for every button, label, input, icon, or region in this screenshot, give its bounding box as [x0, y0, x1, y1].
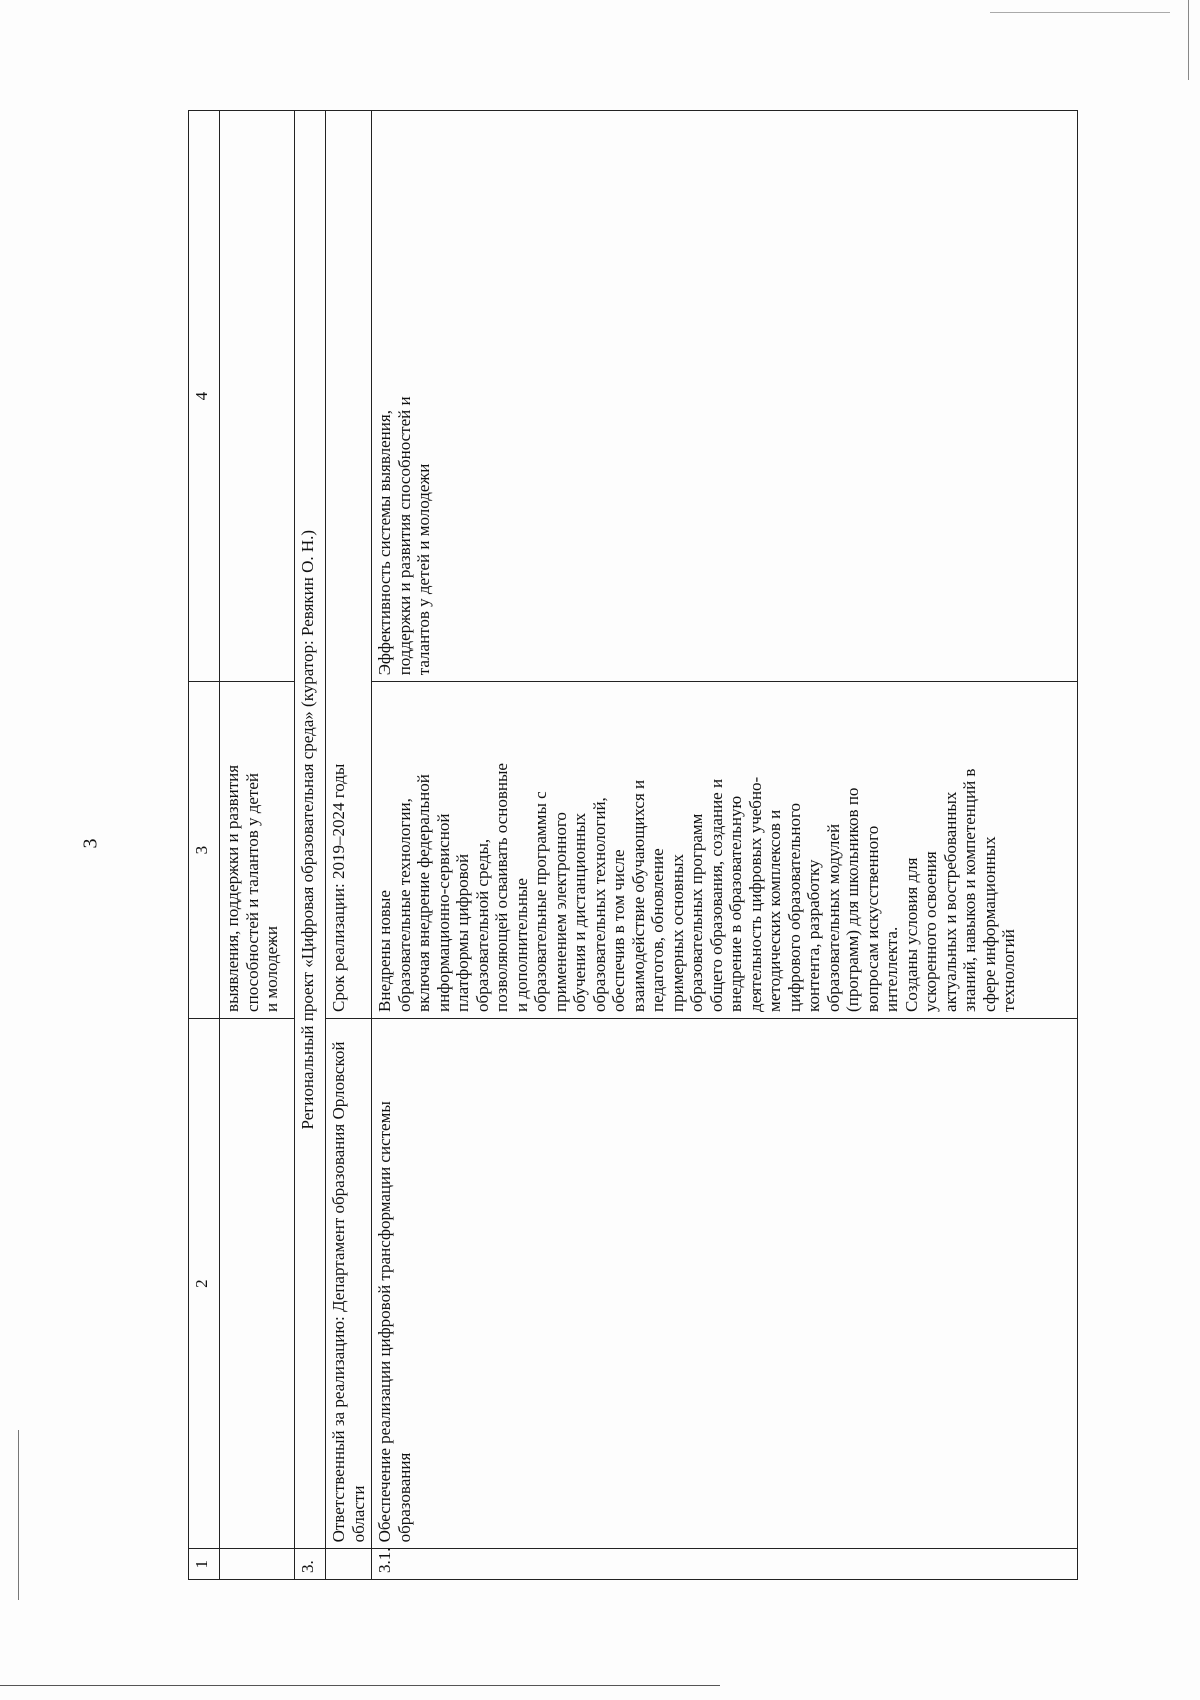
rotated-table-wrapper [188, 110, 1078, 1580]
term-text: Срок реализации: 2019–2024 годы [326, 111, 372, 1019]
effect-cell [372, 111, 1078, 682]
header-cell-3: 3 [189, 682, 220, 1019]
cont-cell-3 [220, 682, 295, 1019]
cont-cell-2 [220, 1018, 295, 1548]
program-table [188, 110, 1078, 1580]
section-title: Региональный проект «Цифровая образовательная среда» (куратор: Ревякин О. Н.) [295, 111, 326, 1549]
responsible-text: Ответственный за реализацию: Департамент образования Орловской области [326, 1018, 372, 1548]
section-number: 3. [295, 1549, 326, 1580]
cont-cell-4 [220, 111, 295, 682]
header-cell-4: 4 [189, 111, 220, 682]
header-cell-1: 1 [189, 1549, 220, 1580]
responsible-row [326, 111, 372, 1580]
section-row [295, 111, 326, 1580]
scan-artifact-line [1188, 0, 1189, 80]
results-cell [372, 682, 1078, 1019]
task-text: Обеспечение реализации цифровой трансформации системы образования [372, 1018, 1078, 1548]
table-header-row [189, 111, 220, 1580]
cont-cell-1 [220, 1549, 295, 1580]
scan-artifact-line [0, 1685, 720, 1686]
results-text: Внедрены новые образовательные технологии, включая внедрение федеральной информационно-сервисной платформы цифровой образовательной среды, позволяющей осваивать основные и дополнительные образовательные программы с применением электронного обучения и дистанционных образовательных технологий, обеспечив в том числе взаимодействие обучающихся и педагогов, обновление примерных основных образовательных программ общего образования, создание и внедрение в образовательную деятельность цифровых учебно- методических комплексов и цифрового образовательного контента, разработку образовательных модулей (программ) для школьников по вопросам искусственного интеллекта. Созданы условия для ускоренного освоения актуальных и востребованных знаний, навыков и компетенций в сфере информационных технологий [375, 763, 1018, 1012]
resp-empty-cell [326, 1549, 372, 1580]
header-cell-2: 2 [189, 1018, 220, 1548]
continuation-text: выявления, поддержки и развития способностей и талантов у детей и молодежи [223, 764, 281, 1012]
scan-artifact-line [18, 1430, 19, 1600]
row-number: 3.1. [372, 1549, 1078, 1580]
effect-text: Эффективность системы выявления, поддержки и развития способностей и талантов у детей и молодежи [375, 396, 433, 676]
scan-artifact-line [990, 12, 1170, 13]
table-row [372, 111, 1078, 1580]
continuation-row [220, 111, 295, 1580]
page-number: 3 [79, 838, 102, 849]
